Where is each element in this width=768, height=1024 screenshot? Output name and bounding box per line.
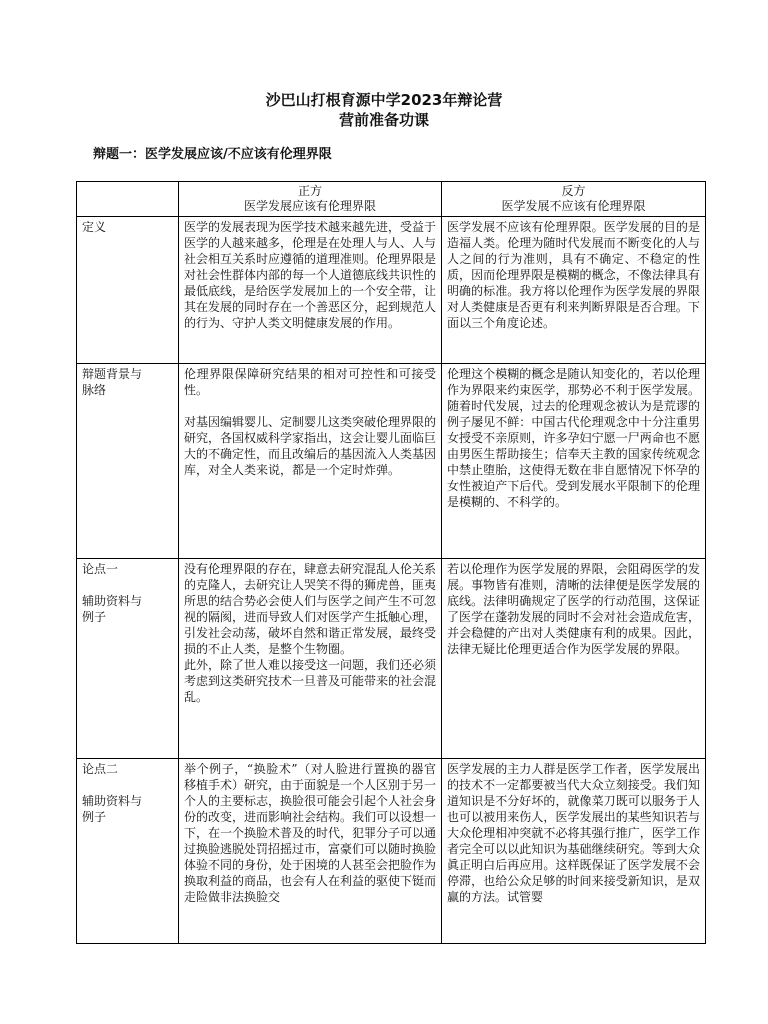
pro-paragraph: 对基因编辑婴儿、定制婴儿这类突破伦理界限的研究，各国权威科学家指出，这会让婴儿面临巨大的不确定性，而且改编后的基因流入人类基因库，对全人类来说，都是一个定时炸弹。 [184,415,437,477]
header-cell-con [442,182,706,217]
pro-cell [179,217,442,364]
row-label: 论点二 辅助资料与 例子 [82,762,143,824]
table-row [77,217,706,364]
row-label: 辩题背景与 脉络 [82,367,143,397]
debate-topic: 辩题一：医学发展应该/不应该有伦理界限 [93,147,332,162]
table-row [77,759,706,944]
row-label: 论点一 辅助资料与 例子 [82,562,143,624]
header-cell-empty [77,182,179,217]
con-side-label: 反方 [561,184,586,198]
pro-side-label: 正方 [297,184,322,198]
row-label: 定义 [82,220,107,234]
con-cell [442,559,706,759]
con-paragraph: 若以伦理作为医学发展的界限，会阻碍医学的发展。事物皆有准则，清晰的法律便是医学发展的底线。法律明确规定了医学的行动范围，这保证了医学在蓬勃发展的同时不会对社会造成危害，并会稳健的产出对人类健康有利的成果。因此，法律无疑比伦理更适合作为医学发展的界限。 [447,562,700,656]
con-cell [442,364,706,559]
con-paragraph: 医学发展的主力人群是医学工作者，医学发展出的技术不一定都要被当代大众立刻接受。我们知道知识是不分好坏的，就像菜刀既可以服务于人也可以被用来伤人，医学发展出的某些知识若与大众伦理相冲突就不必将其强行推广，医学工作者完全可以以此知识为基础继续研究。等到大众眞正明白后再应用。这样既保证了医学发展不会停滞，也给公众足够的时间来接受新知识，是双赢的方法。试管婴 [447,762,700,904]
row-label-cell [77,364,179,559]
pro-stance-label: 医学发展应该有伦理界限 [243,199,376,213]
table-row [77,559,706,759]
document-title: 沙巴山打根育源中学2023年辩论营 [265,91,503,109]
con-paragraph: 医学发展不应该有伦理界限。医学发展的目的是造福人类。伦理为随时代发展而不断变化的人与人之间的行为准则，具有不确定、不稳定的性质，因而伦理界限是模糊的概念，不像法律具有明确的标准。我方将以伦理作为医学发展的界限对人类健康是否更有利来判断界限是否合理。下面以三个角度论述。 [447,220,700,330]
pro-paragraph: 医学的发展表现为医学技术越来越先进，受益于医学的人越来越多，伦理是在处理人与人、人与社会相互关系时应遵循的道理准则。伦理界限是对社会性群体内部的每一个人道德底线共识性的最低底线，是给医学发展加上的一个安全带，让其在发展的同时存在一个善恶区分，起到规范人的行为、守护人类文明健康发展的作用。 [184,220,437,330]
row-label-cell [77,559,179,759]
pro-cell [179,364,442,559]
pro-paragraph: 举个例子，“换脸术”（对人脸进行置换的器官移植手术）研究，由于面貌是一个人区别于另一个人的主要标志，换脸很可能会引起个人社会身份的改变，进而影响社会结构。我们可以设想一下，在一个换脸术普及的时代，犯罪分子可以通过换脸逃脱处罚招摇过市，富豪们可以随时换脸体验不同的身份，处于困境的人甚至会把脸作为换取利益的商品，也会有人在利益的驱使下铤而走险做非法换脸交 [184,762,437,904]
pro-paragraph: 没有伦理界限的存在，肆意去研究混乱人伦关系的克隆人，去研究让人哭笑不得的狮虎兽，匪夷所思的结合势必会使人们与医学之间产生不可忽视的隔阂，进而导致人们对医学产生抵触心理，引发社会动荡，破坏自然和谐正常发展，最终受损的不止人类，是整个生物圈。 [184,562,437,656]
table-header-row [77,182,706,217]
header-cell-pro [179,182,442,217]
row-label-cell [77,217,179,364]
debate-table [76,181,706,944]
document-subtitle: 营前准备功课 [338,111,429,129]
table-row [77,364,706,559]
pro-cell [179,559,442,759]
pro-cell [179,759,442,944]
con-cell [442,217,706,364]
pro-paragraph: 此外，除了世人难以接受这一问题，我们还必须考虑到这类研究技术一旦普及可能带来的社会混乱。 [184,658,437,704]
row-label-cell [77,759,179,944]
pro-paragraph: 伦理界限保障研究结果的相对可控性和可接受性。 [184,367,436,397]
con-stance-label: 医学发展不应该有伦理界限 [501,199,646,213]
con-cell [442,759,706,944]
con-paragraph: 伦理这个模糊的概念是随认知变化的，若以伦理作为界限来约束医学，那势必不利于医学发展。随着时代发展，过去的伦理观念被认为是荒谬的例子屡见不鲜：中国古代伦理观念中十分注重男女授受不亲原则，许多孕妇宁愿一尸两命也不愿由男医生帮助接生；信奉天主教的国家传统观念中禁止堕胎，这使得无数在非自愿情况下怀孕的女性被迫产下后代。受到发展水平限制下的伦理是模糊的、不科学的。 [447,367,700,509]
